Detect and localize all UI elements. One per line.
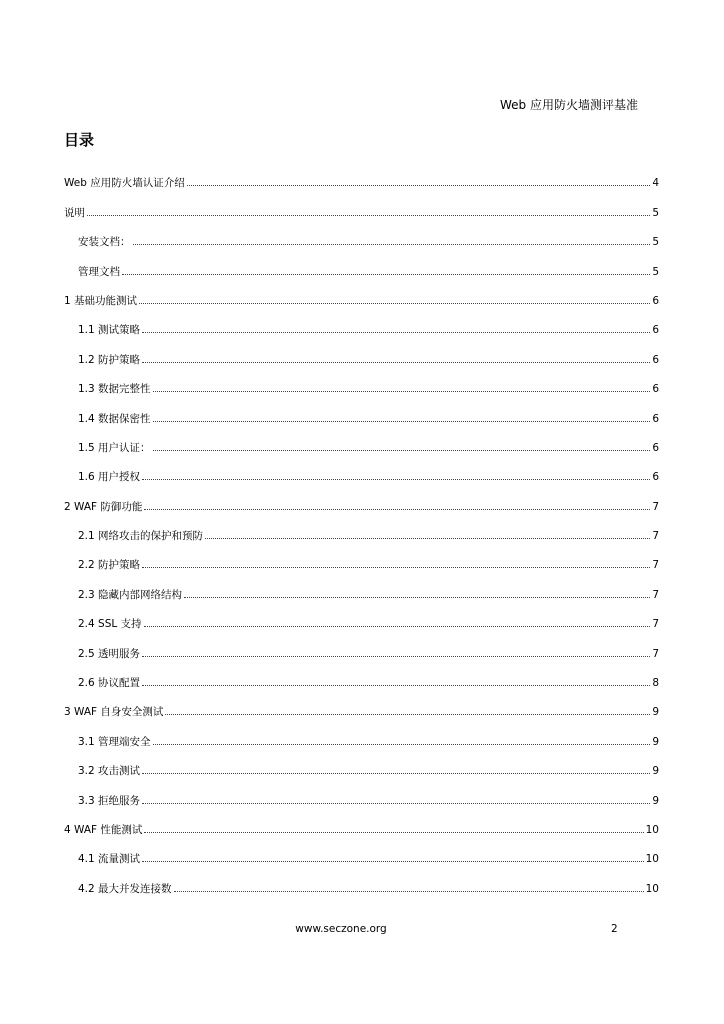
toc-leader-dots xyxy=(144,626,651,627)
toc-entry[interactable] xyxy=(64,542,659,571)
toc-entry-label: 3.3 拒绝服务 xyxy=(78,794,141,807)
toc-entry[interactable] xyxy=(64,836,659,865)
toc-leader-dots xyxy=(153,450,651,451)
toc-entry[interactable] xyxy=(64,689,659,718)
toc-entry-label: 管理文档 xyxy=(78,265,120,278)
toc-title: 目录 xyxy=(64,131,95,149)
toc-entry[interactable] xyxy=(64,248,659,277)
footer-url: www.seczone.org xyxy=(295,923,387,935)
toc-entry-page: 6 xyxy=(652,353,659,366)
toc-entry[interactable] xyxy=(64,777,659,806)
toc-leader-dots xyxy=(142,803,650,804)
toc-entry-page: 9 xyxy=(652,706,659,719)
toc-leader-dots xyxy=(153,391,651,392)
toc-entry-label: 说明 xyxy=(64,206,85,219)
toc-entry[interactable] xyxy=(64,807,659,836)
toc-entry[interactable] xyxy=(64,571,659,600)
toc-entry-label: 3.2 攻击测试 xyxy=(78,765,141,778)
toc-entry-label: 1.3 数据完整性 xyxy=(78,383,151,396)
toc-leader-dots xyxy=(165,714,650,715)
toc-entry[interactable] xyxy=(64,660,659,689)
toc-entry-label: 3 WAF 自身安全测试 xyxy=(64,706,164,719)
toc-entry-page: 7 xyxy=(652,588,659,601)
toc-entry-label: 1.1 测试策略 xyxy=(78,324,141,337)
toc-entry-page: 7 xyxy=(652,618,659,631)
toc-entry-page: 6 xyxy=(652,412,659,425)
toc-entry[interactable] xyxy=(64,160,659,189)
toc-entry[interactable] xyxy=(64,307,659,336)
toc-leader-dots xyxy=(174,891,644,892)
toc-entry-page: 7 xyxy=(652,530,659,543)
toc-entry-label: 3.1 管理端安全 xyxy=(78,735,151,748)
toc-entry-page: 6 xyxy=(652,441,659,454)
toc-entry-label: 2.2 防护策略 xyxy=(78,559,141,572)
toc-entry-label: Web 应用防火墙认证介绍 xyxy=(64,177,185,190)
toc-entry[interactable] xyxy=(64,513,659,542)
toc-entry-page: 7 xyxy=(652,647,659,660)
toc-leader-dots xyxy=(142,362,650,363)
toc-leader-dots xyxy=(144,832,643,833)
toc-entry-page: 7 xyxy=(652,559,659,572)
toc-entry-page: 6 xyxy=(652,471,659,484)
toc-entry-page: 9 xyxy=(652,765,659,778)
toc-entry-page: 9 xyxy=(652,735,659,748)
toc-entry-page: 10 xyxy=(645,882,659,895)
toc-entry[interactable] xyxy=(64,219,659,248)
toc-leader-dots xyxy=(142,773,650,774)
toc-entry-label: 4.2 最大并发连接数 xyxy=(78,882,172,895)
toc-leader-dots xyxy=(142,567,650,568)
toc-leader-dots xyxy=(122,274,650,275)
toc-leader-dots xyxy=(142,861,644,862)
toc-leader-dots xyxy=(142,479,650,480)
toc-entry-page: 4 xyxy=(652,177,659,190)
toc-entry[interactable] xyxy=(64,865,659,894)
toc-entry-page: 10 xyxy=(645,823,659,836)
toc-entry[interactable] xyxy=(64,278,659,307)
toc-leader-dots xyxy=(153,421,651,422)
toc-entry-label: 1.5 用户认证： xyxy=(78,441,151,454)
toc-leader-dots xyxy=(153,744,651,745)
toc-entry-label: 4.1 流量测试 xyxy=(78,853,141,866)
toc-entry-label: 1.4 数据保密性 xyxy=(78,412,151,425)
toc-leader-dots xyxy=(142,685,650,686)
toc-entry-label: 2.6 协议配置 xyxy=(78,677,141,690)
toc-entry[interactable] xyxy=(64,366,659,395)
toc-leader-dots xyxy=(139,303,650,304)
toc-leader-dots xyxy=(187,185,651,186)
toc-entry-page: 6 xyxy=(652,383,659,396)
toc-entry[interactable] xyxy=(64,395,659,424)
running-header: Web 应用防火墙测评基准 xyxy=(500,98,638,112)
toc-entry-label: 2.5 透明服务 xyxy=(78,647,141,660)
toc-entry-label: 2.3 隐藏内部网络结构 xyxy=(78,588,183,601)
toc-entry[interactable] xyxy=(64,601,659,630)
toc-entry-page: 5 xyxy=(652,236,659,249)
toc-leader-dots xyxy=(142,332,650,333)
toc-leader-dots xyxy=(142,656,650,657)
table-of-contents xyxy=(64,160,659,895)
toc-entry-page: 10 xyxy=(645,853,659,866)
toc-entry[interactable] xyxy=(64,630,659,659)
toc-leader-dots xyxy=(133,244,651,245)
toc-entry[interactable] xyxy=(64,483,659,512)
toc-entry-label: 2.1 网络攻击的保护和预防 xyxy=(78,530,204,543)
toc-entry-label: 2.4 SSL 支持 xyxy=(78,618,142,631)
toc-leader-dots xyxy=(205,538,650,539)
toc-entry-label: 1.2 防护策略 xyxy=(78,353,141,366)
toc-entry[interactable] xyxy=(64,189,659,218)
toc-entry-label: 1.6 用户授权 xyxy=(78,471,141,484)
toc-entry-page: 6 xyxy=(652,294,659,307)
toc-leader-dots xyxy=(144,509,650,510)
toc-entry[interactable] xyxy=(64,454,659,483)
toc-entry[interactable] xyxy=(64,336,659,365)
toc-leader-dots xyxy=(87,215,650,216)
toc-leader-dots xyxy=(184,597,650,598)
toc-entry-label: 4 WAF 性能测试 xyxy=(64,823,143,836)
toc-entry-page: 5 xyxy=(652,206,659,219)
toc-entry-label: 2 WAF 防御功能 xyxy=(64,500,143,513)
toc-entry[interactable] xyxy=(64,425,659,454)
footer-page-number: 2 xyxy=(611,923,618,935)
toc-entry-page: 7 xyxy=(652,500,659,513)
toc-entry-page: 6 xyxy=(652,324,659,337)
toc-entry-page: 8 xyxy=(652,677,659,690)
toc-entry[interactable] xyxy=(64,718,659,747)
toc-entry-label: 安装文档： xyxy=(78,236,131,249)
toc-entry-label: 1 基础功能测试 xyxy=(64,294,138,307)
toc-entry[interactable] xyxy=(64,748,659,777)
toc-entry-page: 5 xyxy=(652,265,659,278)
toc-entry-page: 9 xyxy=(652,794,659,807)
